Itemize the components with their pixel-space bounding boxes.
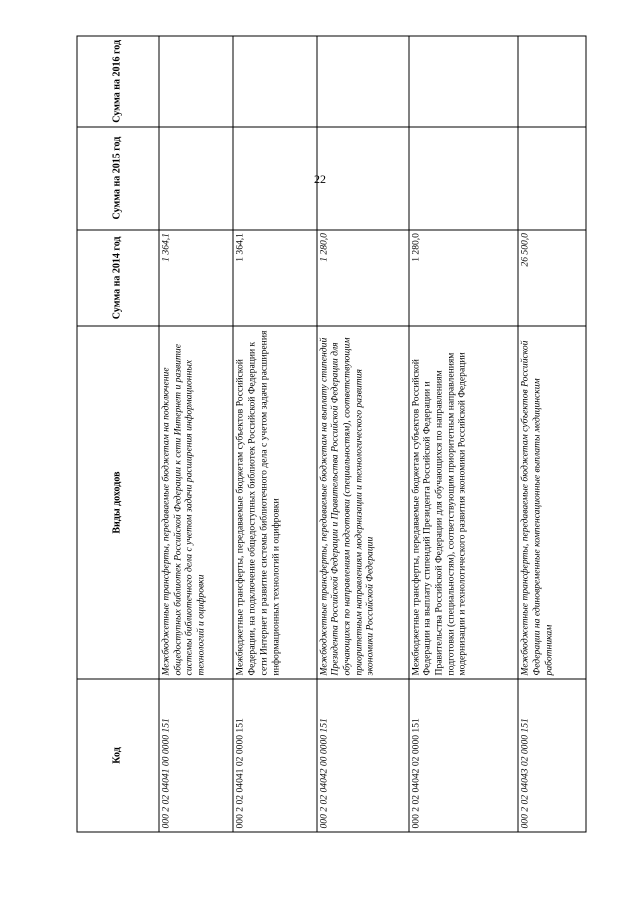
table-row — [408, 36, 517, 832]
row-name: Межбюджетные трансферты, передаваемые бюджетам субъектов Российской Федерации на выплату стипендий Президента Российской Федерации и Правительства Российской Федерации для обучающихся по направлениям подготовки (специальностям), соответствующим приоритетным направлениям модернизации и технологического развития экономики Российской Федерации — [408, 326, 517, 679]
table-header-row — [77, 36, 159, 832]
row-sum-2015 — [518, 126, 586, 229]
table-row — [518, 36, 586, 832]
row-code: 000 2 02 04041 00 0000 151 — [159, 678, 233, 831]
table-row — [233, 36, 316, 832]
header-sum-2015: Сумма на 2015 год — [77, 126, 159, 229]
row-name: Межбюджетные трансферты, передаваемые бюджетам на выплату стипендий Президента Российской Федерации и Правительства Российской Федерации для обучающихся по направлениям подготовки (специальностям), соответствующим приоритетным направлениям модернизации и технологического развития экономики Российской Федерации — [316, 326, 408, 679]
row-sum-2016 — [316, 36, 408, 127]
row-name: Межбюджетные трансферты, передаваемые бюджетам субъектов Российской Федерации на единовременные компенсационные выплаты медицинским работникам — [518, 326, 586, 679]
row-sum-2015 — [159, 126, 233, 229]
row-name: Межбюджетные трансферты, передаваемые бюджетам на подключение общедоступных библиотек Российской Федерации к сети Интернет и развитие системы библиотечного дела с учетом задачи расширения информационных технологий и оцифровки — [159, 326, 233, 679]
row-sum-2015 — [233, 126, 316, 229]
table-row — [316, 36, 408, 832]
row-sum-2016 — [518, 36, 586, 127]
revenue-table — [76, 35, 586, 832]
row-code: 000 2 02 04042 02 0000 151 — [408, 678, 517, 831]
row-sum-2014: 26 500,0 — [518, 229, 586, 326]
table-row — [159, 36, 233, 832]
row-sum-2014: 1 364,1 — [159, 229, 233, 326]
row-sum-2015 — [316, 126, 408, 229]
rotated-table-container — [76, 35, 586, 832]
row-sum-2016 — [233, 36, 316, 127]
row-sum-2014: 1 280,0 — [408, 229, 517, 326]
header-code: Код — [77, 678, 159, 831]
row-sum-2014: 1 280,0 — [316, 229, 408, 326]
row-code: 000 2 02 04041 02 0000 151 — [233, 678, 316, 831]
header-sum-2016: Сумма на 2016 год — [77, 36, 159, 127]
row-sum-2014: 1 364,1 — [233, 229, 316, 326]
row-sum-2016 — [159, 36, 233, 127]
page-number: 22 — [314, 172, 326, 186]
row-code: 000 2 02 04042 00 0000 151 — [316, 678, 408, 831]
header-sum-2014: Сумма на 2014 год — [77, 229, 159, 326]
row-sum-2016 — [408, 36, 517, 127]
row-name: Межбюджетные трансферты, передаваемые бюджетам субъектов Российской Федерации, на подключение общедоступных библиотек Российской Федерации к сети Интернет и развитие системы библиотечного дела с учетом задачи расширения информационных технологий и оцифровки — [233, 326, 316, 679]
row-code: 000 2 02 04043 02 0000 151 — [518, 678, 586, 831]
row-sum-2015 — [408, 126, 517, 229]
header-name: Виды доходов — [77, 326, 159, 679]
